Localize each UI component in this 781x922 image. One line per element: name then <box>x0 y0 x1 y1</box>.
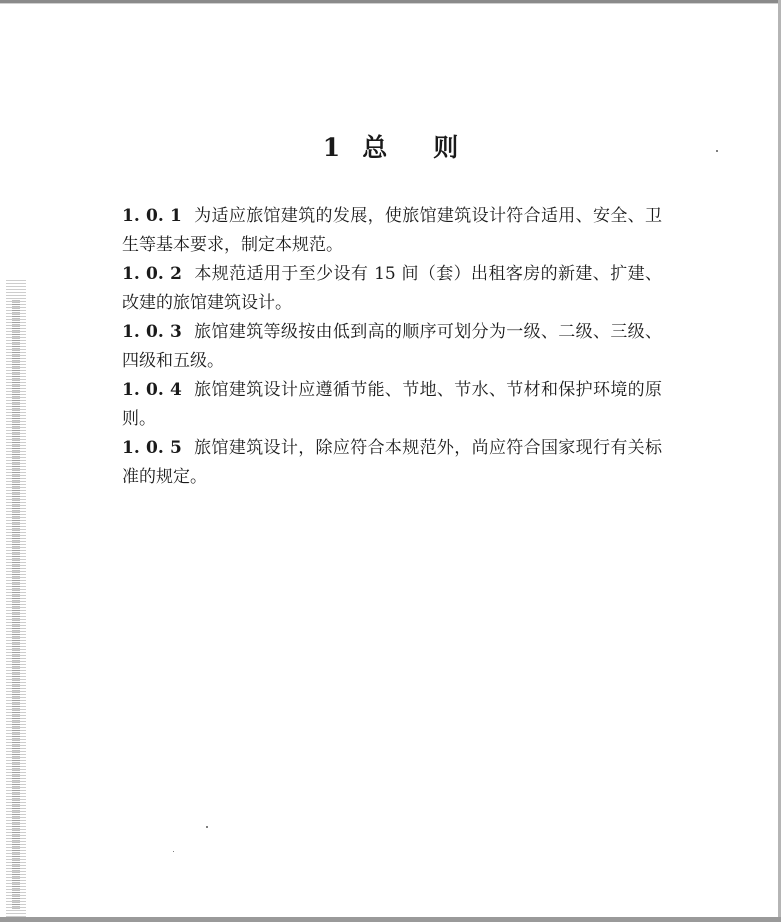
clause-1-0-2 <box>122 260 662 318</box>
scan-speck <box>173 851 174 852</box>
clause-1-0-5 <box>122 434 662 492</box>
clause-1-0-3 <box>122 318 662 376</box>
chapter-number: 1 <box>322 133 341 162</box>
chapter-body <box>122 202 662 492</box>
scan-binding-noise <box>12 300 20 910</box>
clause-number: 1. 0. 1 <box>122 206 182 226</box>
chapter-title-char-1: 总 <box>362 133 388 162</box>
clause-text: 旅馆建筑等级按由低到高的顺序可划分为一级、二级、三级、四级和五级。 <box>122 322 662 371</box>
clause-number: 1. 0. 4 <box>122 380 182 400</box>
clause-text: 旅馆建筑设计应遵循节能、节地、节水、节材和保护环境的原则。 <box>122 380 662 429</box>
clause-text: 本规范适用于至少设有 15 间（套）出租客房的新建、扩建、改建的旅馆建筑设计。 <box>122 264 662 313</box>
scan-bottom-border <box>0 917 781 922</box>
clause-number: 1. 0. 3 <box>122 322 182 342</box>
clause-text: 旅馆建筑设计，除应符合本规范外，尚应符合国家现行有关标准的规定。 <box>122 438 662 487</box>
clause-number: 1. 0. 2 <box>122 264 182 284</box>
chapter-title <box>0 128 781 164</box>
clause-1-0-1 <box>122 202 662 260</box>
chapter-title-char-2: 则 <box>433 133 459 162</box>
clause-number: 1. 0. 5 <box>122 438 182 458</box>
clause-1-0-4 <box>122 376 662 434</box>
scan-top-border-shadow <box>0 3 781 4</box>
scan-speck <box>206 826 208 828</box>
clause-text: 为适应旅馆建筑的发展，使旅馆建筑设计符合适用、安全、卫生等基本要求，制定本规范。 <box>122 206 662 255</box>
